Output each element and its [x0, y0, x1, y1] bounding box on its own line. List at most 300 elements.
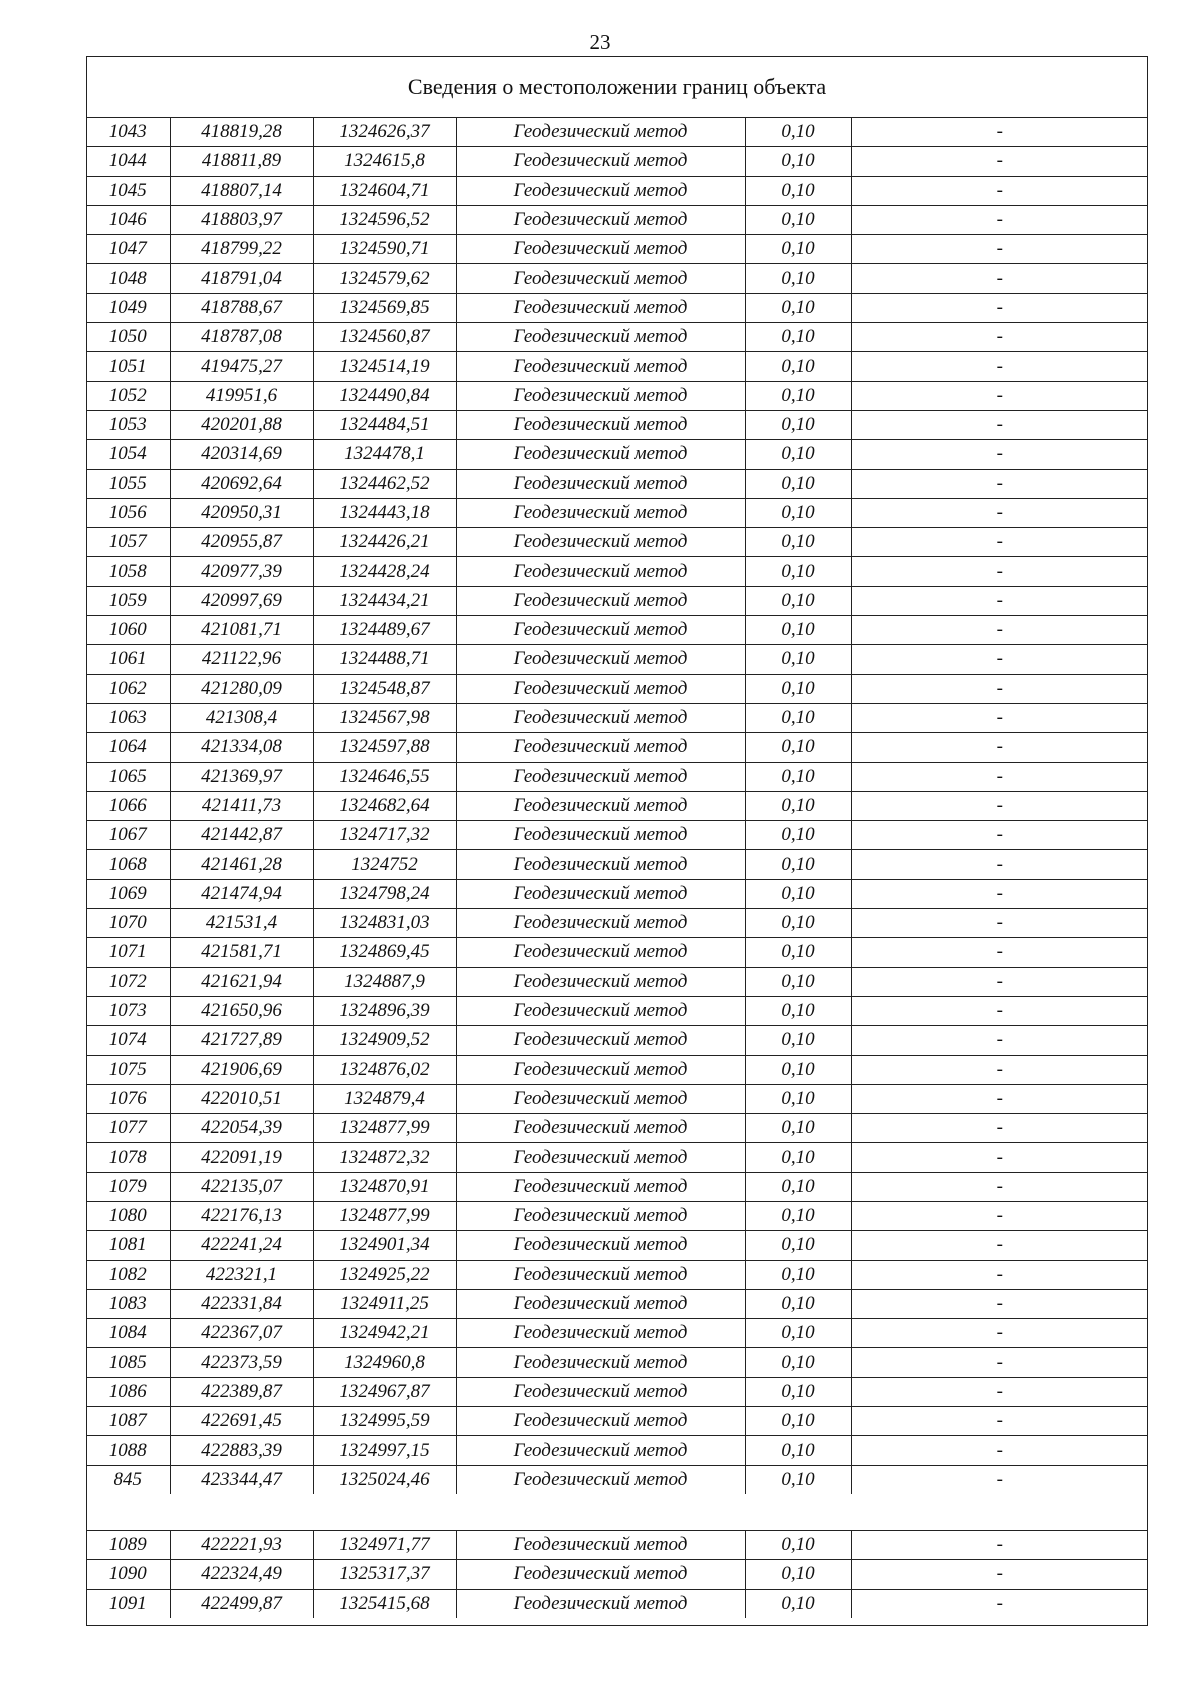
x-coordinate-cell: 421581,71 — [170, 938, 313, 967]
point-number-cell: 1087 — [86, 1407, 170, 1436]
table-row — [86, 1560, 1148, 1589]
method-cell: Геодезический метод — [456, 1055, 745, 1084]
method-cell: Геодезический метод — [456, 586, 745, 615]
description-cell: - — [851, 967, 1148, 996]
y-coordinate-cell: 1324428,24 — [313, 557, 456, 586]
y-coordinate-cell: 1324877,99 — [313, 1201, 456, 1230]
description-cell: - — [851, 645, 1148, 674]
y-coordinate-cell: 1324579,62 — [313, 264, 456, 293]
point-number-cell: 1044 — [86, 147, 170, 176]
description-cell: - — [851, 586, 1148, 615]
y-coordinate-cell: 1324646,55 — [313, 762, 456, 791]
table-row — [86, 1348, 1148, 1377]
point-number-cell: 1057 — [86, 528, 170, 557]
table-row — [86, 1319, 1148, 1348]
method-cell: Геодезический метод — [456, 703, 745, 732]
accuracy-cell: 0,10 — [745, 1055, 851, 1084]
point-number-cell: 1082 — [86, 1260, 170, 1289]
table-row — [86, 938, 1148, 967]
description-cell: - — [851, 381, 1148, 410]
y-coordinate-cell: 1324872,32 — [313, 1143, 456, 1172]
description-cell: - — [851, 1289, 1148, 1318]
accuracy-cell: 0,10 — [745, 1589, 851, 1618]
y-coordinate-cell: 1324896,39 — [313, 996, 456, 1025]
table-row — [86, 645, 1148, 674]
method-cell: Геодезический метод — [456, 1377, 745, 1406]
method-cell: Геодезический метод — [456, 938, 745, 967]
description-cell: - — [851, 850, 1148, 879]
accuracy-cell: 0,10 — [745, 528, 851, 557]
accuracy-cell: 0,10 — [745, 205, 851, 234]
point-number-cell: 1065 — [86, 762, 170, 791]
y-coordinate-cell: 1324925,22 — [313, 1260, 456, 1289]
x-coordinate-cell: 421442,87 — [170, 821, 313, 850]
accuracy-cell: 0,10 — [745, 235, 851, 264]
table-row — [86, 1084, 1148, 1113]
description-cell: - — [851, 410, 1148, 439]
x-coordinate-cell: 422691,45 — [170, 1407, 313, 1436]
x-coordinate-cell: 418803,97 — [170, 205, 313, 234]
table-row — [86, 323, 1148, 352]
point-number-cell: 1056 — [86, 498, 170, 527]
x-coordinate-cell: 420692,64 — [170, 469, 313, 498]
method-cell: Геодезический метод — [456, 1319, 745, 1348]
point-number-cell: 1069 — [86, 879, 170, 908]
point-number-cell: 1091 — [86, 1589, 170, 1618]
table-row — [86, 850, 1148, 879]
description-cell: - — [851, 323, 1148, 352]
point-number-cell: 1067 — [86, 821, 170, 850]
x-coordinate-cell: 418791,04 — [170, 264, 313, 293]
point-number-cell: 1047 — [86, 235, 170, 264]
description-cell: - — [851, 147, 1148, 176]
description-cell: - — [851, 762, 1148, 791]
accuracy-cell: 0,10 — [745, 996, 851, 1025]
accuracy-cell: 0,10 — [745, 1436, 851, 1465]
table-row — [86, 791, 1148, 820]
point-number-cell: 1045 — [86, 176, 170, 205]
x-coordinate-cell: 421334,08 — [170, 733, 313, 762]
x-coordinate-cell: 421369,97 — [170, 762, 313, 791]
table-row — [86, 235, 1148, 264]
x-coordinate-cell: 421081,71 — [170, 616, 313, 645]
method-cell: Геодезический метод — [456, 791, 745, 820]
table-row — [86, 967, 1148, 996]
table-row — [86, 1436, 1148, 1465]
table-row — [86, 264, 1148, 293]
method-cell: Геодезический метод — [456, 440, 745, 469]
point-number-cell: 1079 — [86, 1172, 170, 1201]
description-cell: - — [851, 1201, 1148, 1230]
x-coordinate-cell: 421621,94 — [170, 967, 313, 996]
y-coordinate-cell: 1324870,91 — [313, 1172, 456, 1201]
point-number-cell: 845 — [86, 1465, 170, 1494]
accuracy-cell: 0,10 — [745, 1465, 851, 1494]
accuracy-cell: 0,10 — [745, 909, 851, 938]
point-number-cell: 1073 — [86, 996, 170, 1025]
method-cell: Геодезический метод — [456, 1114, 745, 1143]
x-coordinate-cell: 422499,87 — [170, 1589, 313, 1618]
y-coordinate-cell: 1324960,8 — [313, 1348, 456, 1377]
accuracy-cell: 0,10 — [745, 1560, 851, 1589]
description-cell: - — [851, 293, 1148, 322]
point-number-cell: 1080 — [86, 1201, 170, 1230]
accuracy-cell: 0,10 — [745, 1172, 851, 1201]
accuracy-cell: 0,10 — [745, 469, 851, 498]
point-number-cell: 1046 — [86, 205, 170, 234]
description-cell: - — [851, 235, 1148, 264]
description-cell: - — [851, 1407, 1148, 1436]
x-coordinate-cell: 422367,07 — [170, 1319, 313, 1348]
accuracy-cell: 0,10 — [745, 967, 851, 996]
accuracy-cell: 0,10 — [745, 645, 851, 674]
x-coordinate-cell: 422883,39 — [170, 1436, 313, 1465]
table-row — [86, 821, 1148, 850]
accuracy-cell: 0,10 — [745, 821, 851, 850]
method-cell: Геодезический метод — [456, 205, 745, 234]
accuracy-cell: 0,10 — [745, 1319, 851, 1348]
x-coordinate-cell: 422373,59 — [170, 1348, 313, 1377]
table-row — [86, 1055, 1148, 1084]
method-cell: Геодезический метод — [456, 762, 745, 791]
x-coordinate-cell: 422321,1 — [170, 1260, 313, 1289]
description-cell: - — [851, 1348, 1148, 1377]
method-cell: Геодезический метод — [456, 645, 745, 674]
accuracy-cell: 0,10 — [745, 293, 851, 322]
method-cell: Геодезический метод — [456, 1436, 745, 1465]
x-coordinate-cell: 422331,84 — [170, 1289, 313, 1318]
x-coordinate-cell: 422241,24 — [170, 1231, 313, 1260]
point-number-cell: 1050 — [86, 323, 170, 352]
point-number-cell: 1051 — [86, 352, 170, 381]
y-coordinate-cell: 1324596,52 — [313, 205, 456, 234]
point-number-cell: 1058 — [86, 557, 170, 586]
table-row — [86, 498, 1148, 527]
accuracy-cell: 0,10 — [745, 1407, 851, 1436]
method-cell: Геодезический метод — [456, 1531, 745, 1560]
table-row — [86, 1201, 1148, 1230]
point-number-cell: 1059 — [86, 586, 170, 615]
y-coordinate-cell: 1324909,52 — [313, 1026, 456, 1055]
accuracy-cell: 0,10 — [745, 1260, 851, 1289]
accuracy-cell: 0,10 — [745, 557, 851, 586]
method-cell: Геодезический метод — [456, 1348, 745, 1377]
table-row — [86, 1143, 1148, 1172]
description-cell: - — [851, 469, 1148, 498]
point-number-cell: 1061 — [86, 645, 170, 674]
x-coordinate-cell: 419475,27 — [170, 352, 313, 381]
accuracy-cell: 0,10 — [745, 118, 851, 147]
method-cell: Геодезический метод — [456, 909, 745, 938]
method-cell: Геодезический метод — [456, 498, 745, 527]
x-coordinate-cell: 422389,87 — [170, 1377, 313, 1406]
accuracy-cell: 0,10 — [745, 879, 851, 908]
y-coordinate-cell: 1324478,1 — [313, 440, 456, 469]
description-cell: - — [851, 176, 1148, 205]
y-coordinate-cell: 1324798,24 — [313, 879, 456, 908]
table-row — [86, 909, 1148, 938]
y-coordinate-cell: 1324879,4 — [313, 1084, 456, 1113]
method-cell: Геодезический метод — [456, 733, 745, 762]
point-number-cell: 1071 — [86, 938, 170, 967]
point-number-cell: 1081 — [86, 1231, 170, 1260]
method-cell: Геодезический метод — [456, 293, 745, 322]
x-coordinate-cell: 421280,09 — [170, 674, 313, 703]
y-coordinate-cell: 1324434,21 — [313, 586, 456, 615]
table-row — [86, 1231, 1148, 1260]
accuracy-cell: 0,10 — [745, 381, 851, 410]
accuracy-cell: 0,10 — [745, 1143, 851, 1172]
description-cell: - — [851, 1377, 1148, 1406]
x-coordinate-cell: 421122,96 — [170, 645, 313, 674]
point-number-cell: 1055 — [86, 469, 170, 498]
description-cell: - — [851, 557, 1148, 586]
method-cell: Геодезический метод — [456, 323, 745, 352]
method-cell: Геодезический метод — [456, 264, 745, 293]
table-row — [86, 1026, 1148, 1055]
point-number-cell: 1053 — [86, 410, 170, 439]
y-coordinate-cell: 1324971,77 — [313, 1531, 456, 1560]
method-cell: Геодезический метод — [456, 1026, 745, 1055]
x-coordinate-cell: 421461,28 — [170, 850, 313, 879]
method-cell: Геодезический метод — [456, 1289, 745, 1318]
x-coordinate-cell: 422054,39 — [170, 1114, 313, 1143]
y-coordinate-cell: 1324967,87 — [313, 1377, 456, 1406]
x-coordinate-cell: 420950,31 — [170, 498, 313, 527]
accuracy-cell: 0,10 — [745, 1084, 851, 1113]
x-coordinate-cell: 422135,07 — [170, 1172, 313, 1201]
y-coordinate-cell: 1324489,67 — [313, 616, 456, 645]
table-row — [86, 1260, 1148, 1289]
description-cell: - — [851, 1436, 1148, 1465]
x-coordinate-cell: 422091,19 — [170, 1143, 313, 1172]
point-number-cell: 1060 — [86, 616, 170, 645]
accuracy-cell: 0,10 — [745, 733, 851, 762]
accuracy-cell: 0,10 — [745, 440, 851, 469]
description-cell: - — [851, 1172, 1148, 1201]
y-coordinate-cell: 1324567,98 — [313, 703, 456, 732]
description-cell: - — [851, 1026, 1148, 1055]
description-cell: - — [851, 1260, 1148, 1289]
description-cell: - — [851, 879, 1148, 908]
description-cell: - — [851, 1531, 1148, 1560]
y-coordinate-cell: 1324548,87 — [313, 674, 456, 703]
accuracy-cell: 0,10 — [745, 850, 851, 879]
point-number-cell: 1063 — [86, 703, 170, 732]
accuracy-cell: 0,10 — [745, 674, 851, 703]
y-coordinate-cell: 1324590,71 — [313, 235, 456, 264]
y-coordinate-cell: 1324569,85 — [313, 293, 456, 322]
table-row — [86, 1114, 1148, 1143]
x-coordinate-cell: 422221,93 — [170, 1531, 313, 1560]
table-row — [86, 381, 1148, 410]
method-cell: Геодезический метод — [456, 967, 745, 996]
accuracy-cell: 0,10 — [745, 176, 851, 205]
point-number-cell: 1072 — [86, 967, 170, 996]
point-number-cell: 1048 — [86, 264, 170, 293]
accuracy-cell: 0,10 — [745, 498, 851, 527]
method-cell: Геодезический метод — [456, 235, 745, 264]
point-number-cell: 1088 — [86, 1436, 170, 1465]
description-cell: - — [851, 205, 1148, 234]
description-cell: - — [851, 1055, 1148, 1084]
method-cell: Геодезический метод — [456, 147, 745, 176]
y-coordinate-cell: 1324752 — [313, 850, 456, 879]
table-row — [86, 703, 1148, 732]
description-cell: - — [851, 498, 1148, 527]
y-coordinate-cell: 1324484,51 — [313, 410, 456, 439]
point-number-cell: 1075 — [86, 1055, 170, 1084]
y-coordinate-cell: 1324831,03 — [313, 909, 456, 938]
accuracy-cell: 0,10 — [745, 938, 851, 967]
description-cell: - — [851, 733, 1148, 762]
accuracy-cell: 0,10 — [745, 323, 851, 352]
table-row — [86, 586, 1148, 615]
x-coordinate-cell: 421308,4 — [170, 703, 313, 732]
accuracy-cell: 0,10 — [745, 791, 851, 820]
table-gap-row — [86, 1504, 1148, 1531]
table-row — [86, 1465, 1148, 1494]
x-coordinate-cell: 420201,88 — [170, 410, 313, 439]
accuracy-cell: 0,10 — [745, 1201, 851, 1230]
description-cell: - — [851, 1231, 1148, 1260]
accuracy-cell: 0,10 — [745, 1231, 851, 1260]
x-coordinate-cell: 418811,89 — [170, 147, 313, 176]
method-cell: Геодезический метод — [456, 1589, 745, 1618]
description-cell: - — [851, 1114, 1148, 1143]
method-cell: Геодезический метод — [456, 1560, 745, 1589]
accuracy-cell: 0,10 — [745, 762, 851, 791]
point-number-cell: 1049 — [86, 293, 170, 322]
y-coordinate-cell: 1324877,99 — [313, 1114, 456, 1143]
table-row — [86, 762, 1148, 791]
y-coordinate-cell: 1324942,21 — [313, 1319, 456, 1348]
y-coordinate-cell: 1324717,32 — [313, 821, 456, 850]
accuracy-cell: 0,10 — [745, 410, 851, 439]
x-coordinate-cell: 420997,69 — [170, 586, 313, 615]
x-coordinate-cell: 420955,87 — [170, 528, 313, 557]
description-cell: - — [851, 528, 1148, 557]
x-coordinate-cell: 418807,14 — [170, 176, 313, 205]
accuracy-cell: 0,10 — [745, 264, 851, 293]
y-coordinate-cell: 1324443,18 — [313, 498, 456, 527]
y-coordinate-cell: 1324901,34 — [313, 1231, 456, 1260]
method-cell: Геодезический метод — [456, 469, 745, 498]
point-number-cell: 1090 — [86, 1560, 170, 1589]
x-coordinate-cell: 422010,51 — [170, 1084, 313, 1113]
accuracy-cell: 0,10 — [745, 1289, 851, 1318]
method-cell: Геодезический метод — [456, 1465, 745, 1494]
y-coordinate-cell: 1324997,15 — [313, 1436, 456, 1465]
method-cell: Геодезический метод — [456, 821, 745, 850]
accuracy-cell: 0,10 — [745, 1377, 851, 1406]
y-coordinate-cell: 1324426,21 — [313, 528, 456, 557]
method-cell: Геодезический метод — [456, 1172, 745, 1201]
description-cell: - — [851, 440, 1148, 469]
x-coordinate-cell: 418799,22 — [170, 235, 313, 264]
description-cell: - — [851, 1560, 1148, 1589]
point-number-cell: 1068 — [86, 850, 170, 879]
method-cell: Геодезический метод — [456, 118, 745, 147]
y-coordinate-cell: 1324995,59 — [313, 1407, 456, 1436]
method-cell: Геодезический метод — [456, 410, 745, 439]
description-cell: - — [851, 791, 1148, 820]
point-number-cell: 1054 — [86, 440, 170, 469]
point-number-cell: 1043 — [86, 118, 170, 147]
method-cell: Геодезический метод — [456, 996, 745, 1025]
description-cell: - — [851, 821, 1148, 850]
method-cell: Геодезический метод — [456, 1084, 745, 1113]
y-coordinate-cell: 1325024,46 — [313, 1465, 456, 1494]
table-row — [86, 1589, 1148, 1618]
table-row — [86, 410, 1148, 439]
x-coordinate-cell: 418787,08 — [170, 323, 313, 352]
point-number-cell: 1084 — [86, 1319, 170, 1348]
point-number-cell: 1089 — [86, 1531, 170, 1560]
table-row — [86, 176, 1148, 205]
description-cell: - — [851, 352, 1148, 381]
description-cell: - — [851, 616, 1148, 645]
description-cell: - — [851, 1465, 1148, 1494]
accuracy-cell: 0,10 — [745, 616, 851, 645]
table-row — [86, 1377, 1148, 1406]
x-coordinate-cell: 418819,28 — [170, 118, 313, 147]
table-row — [86, 293, 1148, 322]
table-heading: Сведения о местоположении границ объекта — [86, 56, 1148, 118]
x-coordinate-cell: 420314,69 — [170, 440, 313, 469]
description-cell: - — [851, 118, 1148, 147]
y-coordinate-cell: 1325415,68 — [313, 1589, 456, 1618]
coordinates-table-continued — [86, 1531, 1148, 1618]
accuracy-cell: 0,10 — [745, 147, 851, 176]
description-cell: - — [851, 938, 1148, 967]
y-coordinate-cell: 1324911,25 — [313, 1289, 456, 1318]
table-row — [86, 118, 1148, 147]
point-number-cell: 1077 — [86, 1114, 170, 1143]
table-row — [86, 674, 1148, 703]
table-row — [86, 1289, 1148, 1318]
y-coordinate-cell: 1324490,84 — [313, 381, 456, 410]
y-coordinate-cell: 1324615,8 — [313, 147, 456, 176]
method-cell: Геодезический метод — [456, 381, 745, 410]
table-row — [86, 469, 1148, 498]
table-row — [86, 440, 1148, 469]
method-cell: Геодезический метод — [456, 1407, 745, 1436]
y-coordinate-cell: 1324682,64 — [313, 791, 456, 820]
point-number-cell: 1074 — [86, 1026, 170, 1055]
x-coordinate-cell: 420977,39 — [170, 557, 313, 586]
y-coordinate-cell: 1324514,19 — [313, 352, 456, 381]
y-coordinate-cell: 1324488,71 — [313, 645, 456, 674]
description-cell: - — [851, 1589, 1148, 1618]
page-number: 23 — [589, 30, 611, 54]
method-cell: Геодезический метод — [456, 176, 745, 205]
y-coordinate-cell: 1324869,45 — [313, 938, 456, 967]
x-coordinate-cell: 421727,89 — [170, 1026, 313, 1055]
method-cell: Геодезический метод — [456, 1201, 745, 1230]
y-coordinate-cell: 1325317,37 — [313, 1560, 456, 1589]
method-cell: Геодезический метод — [456, 528, 745, 557]
y-coordinate-cell: 1324597,88 — [313, 733, 456, 762]
x-coordinate-cell: 421650,96 — [170, 996, 313, 1025]
x-coordinate-cell: 421531,4 — [170, 909, 313, 938]
x-coordinate-cell: 423344,47 — [170, 1465, 313, 1494]
x-coordinate-cell: 419951,6 — [170, 381, 313, 410]
description-cell: - — [851, 674, 1148, 703]
table-row — [86, 528, 1148, 557]
accuracy-cell: 0,10 — [745, 1348, 851, 1377]
point-number-cell: 1086 — [86, 1377, 170, 1406]
